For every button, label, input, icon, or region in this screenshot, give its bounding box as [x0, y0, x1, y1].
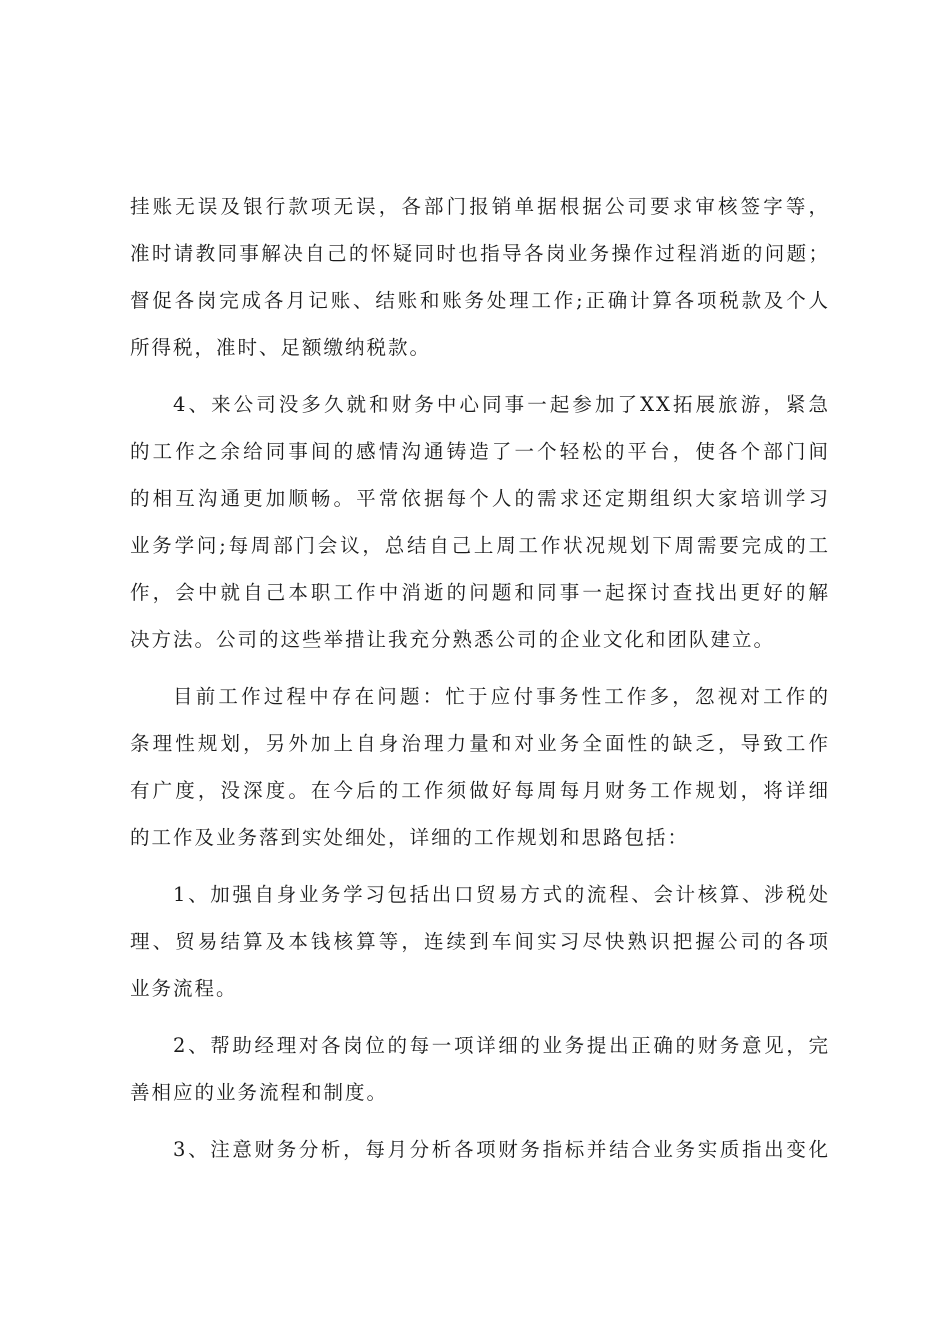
text-line: 理、贸易结算及本钱核算等，连续到车间实习尽快熟识把握公司的各项 [130, 930, 830, 953]
text-line: 的工作及业务落到实处细处，详细的工作规划和思路包括： [130, 826, 690, 849]
text-line: 所得税，准时、足额缴纳税款。 [130, 336, 432, 359]
text-line: 督促各岗完成各月记账、结账和账务处理工作;正确计算各项税款及个人 [130, 289, 830, 312]
text-line: 目前工作过程中存在问题：忙于应付事务性工作多，忽视对工作的 [173, 685, 830, 708]
text-line: 4、来公司没多久就和财务中心同事一起参加了XX拓展旅游，紧急 [173, 393, 830, 416]
text-line: 业务流程。 [130, 977, 238, 1000]
paragraph-item-4-team-building [130, 381, 830, 663]
text-line: 的工作之余给同事间的感情沟通铸造了一个轻松的平台，使各个部门间 [130, 440, 830, 463]
text-line: 决方法。公司的这些举措让我充分熟悉公司的企业文化和团队建立。 [130, 628, 776, 651]
paragraph-current-problems [130, 673, 830, 861]
text-line: 的相互沟通更加顺畅。平常依据每个人的需求还定期组织大家培训学习 [130, 487, 830, 510]
paragraph-tax-processing [130, 183, 830, 371]
text-line: 1、加强自身业务学习包括出口贸易方式的流程、会计核算、涉税处 [173, 883, 830, 906]
paragraph-plan-item-1 [130, 871, 830, 1012]
text-line: 3、注意财务分析，每月分析各项财务指标并结合业务实质指出变化 [173, 1138, 830, 1161]
text-line: 条理性规划，另外加上自身治理力量和对业务全面性的缺乏，导致工作 [130, 732, 830, 755]
text-line: 善相应的业务流程和制度。 [130, 1081, 389, 1104]
text-line: 业务学问;每周部门会议，总结自己上周工作状况规划下周需要完成的工 [130, 534, 830, 557]
text-line: 挂账无误及银行款项无误，各部门报销单据根据公司要求审核签字等， [130, 195, 830, 218]
paragraph-plan-item-3 [130, 1126, 830, 1173]
text-line: 作，会中就自己本职工作中消逝的问题和同事一起探讨查找出更好的解 [130, 581, 830, 604]
paragraph-plan-item-2 [130, 1022, 830, 1116]
text-line: 准时请教同事解决自己的怀疑同时也指导各岗业务操作过程消逝的问题； [130, 242, 830, 265]
document-body [130, 183, 830, 1173]
text-line: 有广度，没深度。在今后的工作须做好每周每月财务工作规划，将详细 [130, 779, 830, 802]
text-line: 2、帮助经理对各岗位的每一项详细的业务提出正确的财务意见，完 [173, 1034, 830, 1057]
